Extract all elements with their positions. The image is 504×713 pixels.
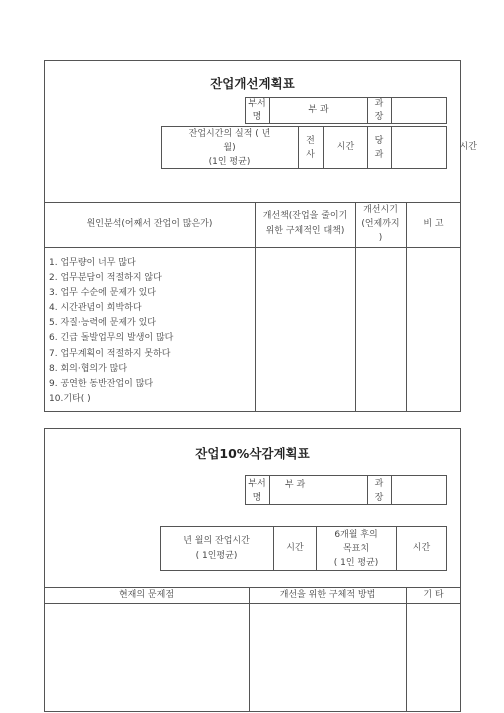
form2-etc-field[interactable] [407, 604, 460, 711]
form1-when-field[interactable] [356, 248, 406, 411]
form2-col-problem: 현재의 문제점 [118, 589, 175, 600]
form1-charge-label: 당 [374, 136, 384, 146]
form1-company-hours[interactable]: 시간 [336, 142, 355, 152]
form1-col-note: 비 고 [423, 219, 444, 229]
form2-dept-field[interactable]: 부 과 [285, 480, 306, 490]
form2-target-label: 6개월 후의 [334, 530, 378, 540]
list-item: 9. 공연한 동반잔업이 많다 [49, 378, 154, 389]
form1-section-field[interactable] [392, 98, 446, 123]
form1-dept-label: 부서 [248, 99, 266, 109]
list-item: 1. 업무량이 너무 많다 [49, 258, 136, 268]
list-item: 6. 긴급 돌발업무의 발생이 많다 [49, 333, 174, 344]
form1-title: 잔업개선계획표 [210, 76, 295, 91]
form1-col-cause: 원인분석(어째서 잔업이 많은가) [86, 219, 213, 229]
form2-title: 잔업10%삭감계획표 [195, 446, 310, 461]
form2-method-field[interactable] [250, 604, 406, 711]
form2-problem-field[interactable] [45, 604, 249, 711]
list-item: 7. 업무계획이 적절하지 못하다 [49, 348, 171, 359]
list-item: 5. 자질·능력에 문제가 있다 [49, 318, 156, 329]
form2-section-label: 과 [374, 479, 384, 489]
list-item: 2. 업무분담이 적절하지 않다 [49, 273, 162, 284]
list-item: 8. 회의·협의가 많다 [49, 363, 128, 374]
form1-dept-field[interactable]: 부 과 [308, 105, 329, 115]
form1-note-field[interactable] [407, 248, 460, 411]
form2-target-hours[interactable]: 시간 [412, 543, 431, 553]
list-item: 4. 시간관념이 희박하다 [49, 303, 142, 314]
form2-month-label: 년 월의 잔업시간 [183, 536, 250, 546]
form1-charge-hours[interactable]: 시간 [459, 142, 477, 152]
form2-col-etc: 기 타 [423, 589, 444, 600]
form1-col-plan: 개선책(잔업을 줄이기 [262, 211, 348, 221]
form2-section-field[interactable] [392, 476, 446, 504]
form2-dept-label: 부서 [248, 479, 266, 489]
form1-section-label: 과 [374, 99, 384, 109]
form1-plan-field[interactable] [256, 248, 355, 411]
form1-cause-list [49, 256, 173, 407]
list-item: 3. 업무 수순에 문제가 있다 [49, 288, 156, 299]
form1-record-label: 잔업시간의 실적 ( 년 [188, 129, 271, 139]
list-item: 10.기타( ) [49, 393, 91, 404]
form1-col-when: 개선시기 [363, 205, 398, 215]
form2-col-method: 개선을 위한 구체적 방법 [279, 589, 376, 600]
form2-month-hours[interactable]: 시간 [286, 543, 304, 553]
form1-company-label: 전 [306, 136, 315, 146]
